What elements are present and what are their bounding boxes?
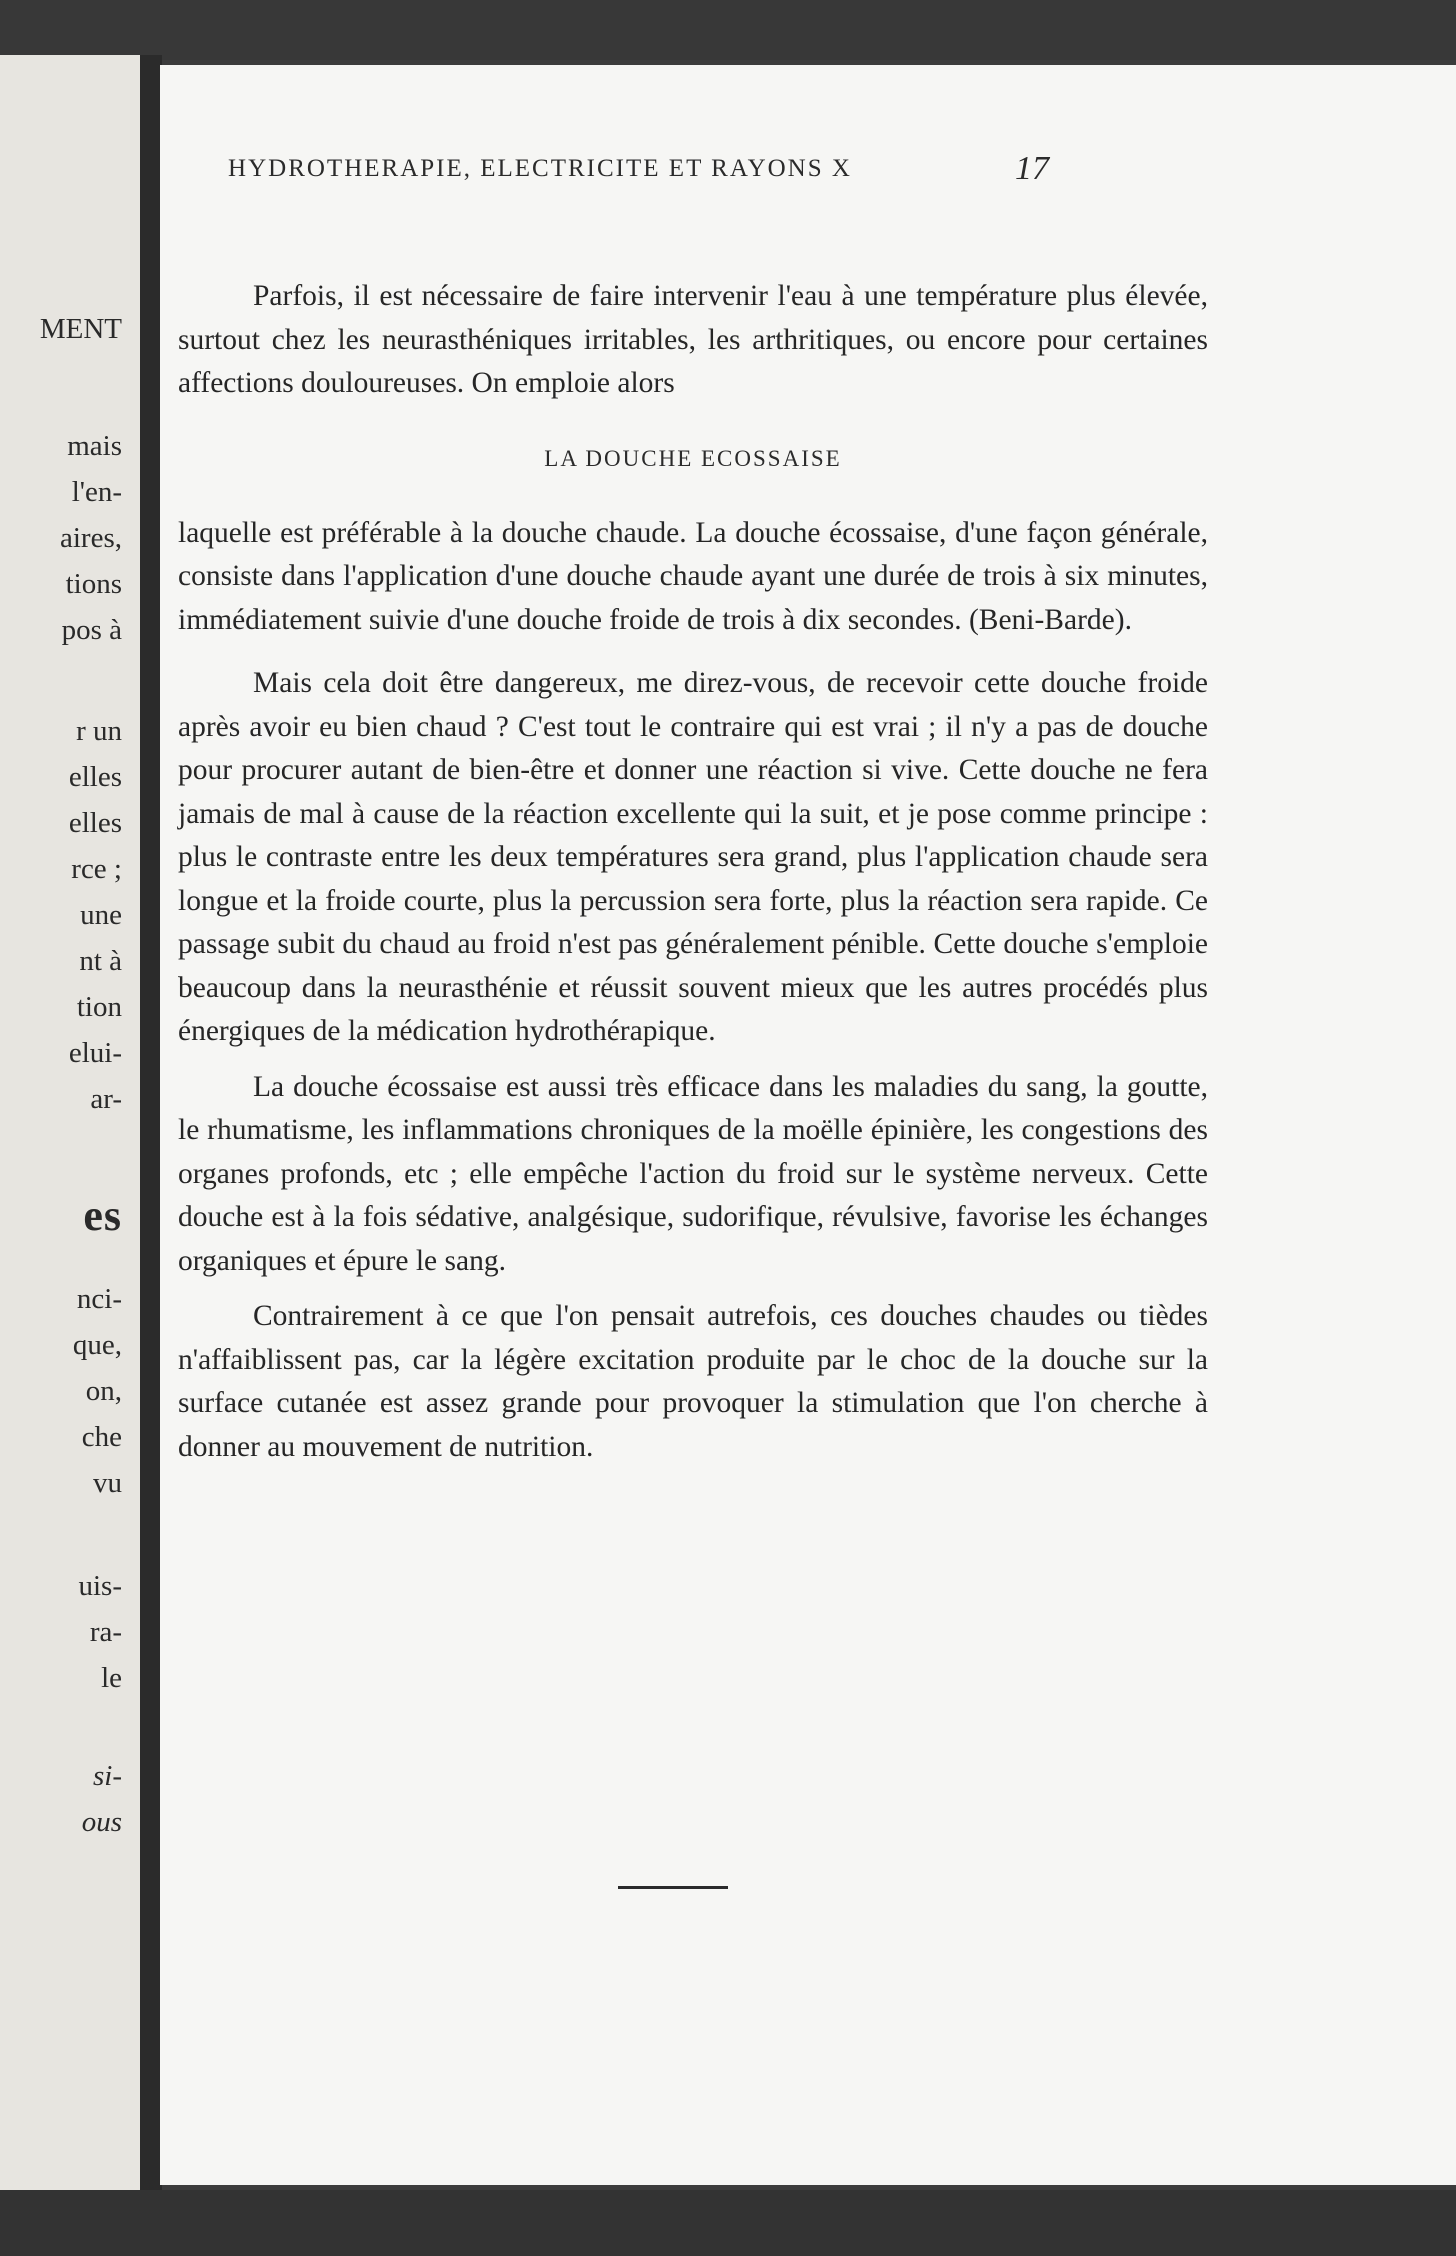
- facing-page-fragment: elui-: [68, 1037, 122, 1069]
- facing-page-fragment: mais: [67, 430, 122, 462]
- intro-paragraph: Parfois, il est nécessaire de faire intervenir l'eau à une température plus élevée, surtout chez les neurasthéniques irritables, les arthritiques, ou encore pour certaines affections douloureuses. On emploie alors: [178, 280, 1208, 399]
- facing-page-fragment: ous: [81, 1806, 122, 1838]
- section-heading: LA DOUCHE ECOSSAISE: [544, 445, 842, 471]
- facing-page-fragment: rce ;: [71, 853, 122, 885]
- facing-page-fragment: le: [101, 1662, 122, 1694]
- facing-page-fragment: che: [81, 1421, 122, 1453]
- facing-page-fragment: r un: [76, 715, 122, 747]
- facing-page-fragment: l'en-: [71, 476, 122, 508]
- facing-page-fragment: pos à: [61, 614, 122, 646]
- book-gutter: [140, 55, 162, 2190]
- facing-page-fragment: es: [83, 1191, 122, 1240]
- facing-page-fragment: uis-: [78, 1570, 122, 1602]
- paragraph: Contrairement à ce que l'on pensait autrefois, ces douches chaudes ou tièdes n'affaiblissent pas, car la légère excitation produite par le choc de la douche sur la surface cutanée est assez grande pour provoquer la stimulation que l'on cherche à donner au mouvement de nutrition.: [178, 1300, 1208, 1463]
- facing-page-fragment: elles: [68, 807, 122, 839]
- facing-page-fragment: aires,: [60, 522, 122, 554]
- facing-page-fragment: tion: [76, 991, 122, 1023]
- running-title: HYDROTHERAPIE, ELECTRICITE ET RAYONS X: [228, 155, 852, 182]
- page-number: 17: [1015, 150, 1049, 187]
- scan-background-top: [0, 0, 1456, 60]
- facing-page-edge: [0, 55, 140, 2190]
- end-rule-divider: [618, 1886, 728, 1889]
- facing-page-fragment: nt à: [79, 945, 122, 977]
- facing-page-fragment: elles: [68, 761, 122, 793]
- facing-page-fragment: vu: [93, 1467, 122, 1499]
- facing-page-fragment: si-: [93, 1760, 122, 1792]
- facing-page-fragment: on,: [85, 1375, 122, 1407]
- page-body: [178, 275, 1208, 1481]
- facing-page-fragment: une: [80, 899, 122, 931]
- scan-background-bottom: [0, 2190, 1456, 2256]
- facing-page-fragment: tions: [65, 568, 122, 600]
- paragraph: Mais cela doit être dangereux, me direz-vous, de recevoir cette douche froide après avoir eu bien chaud ? C'est tout le contraire qui est vrai ; il n'y a pas de douche pour procurer autant de bien-être et donner une réaction si vive. Cette douche ne fera jamais de mal à cause de la réaction excellente qui la suit, et je pose comme principe : plus le contraste entre les deux températures sera grand, plus l'application chaude sera longue et la froide courte, plus la percussion sera forte, plus la réaction sera rapide. Ce passage subit du chaud au froid n'est pas généralement pénible. Cette douche s'emploie beaucoup dans la neurasthénie et réussit souvent mieux que les autres procédés plus énergiques de la médication hydrothérapique.: [178, 667, 1208, 1047]
- paragraph: La douche écossaise est aussi très efficace dans les maladies du sang, la goutte, le rhumatisme, les inflammations chroniques de la moëlle épinière, les congestions des organes profonds, etc ; elle empêche l'action du froid sur le système nerveux. Cette douche est à la fois sédative, analgésique, sudorifique, révulsive, favorise les échanges organiques et épure le sang.: [178, 1070, 1208, 1277]
- paragraph: laquelle est préférable à la douche chaude. La douche écossaise, d'une façon générale, consiste dans l'application d'une douche chaude ayant une durée de trois à six minutes, immédiatement suivie d'une douche froide de trois à dix secondes. (Beni-Barde).: [178, 516, 1208, 636]
- facing-page-fragment: que,: [72, 1329, 122, 1361]
- facing-page-fragment: nci-: [76, 1283, 122, 1315]
- facing-page-fragment: MENT: [39, 313, 122, 345]
- facing-page-fragment: ra-: [89, 1616, 122, 1648]
- facing-page-fragment: ar-: [90, 1083, 122, 1115]
